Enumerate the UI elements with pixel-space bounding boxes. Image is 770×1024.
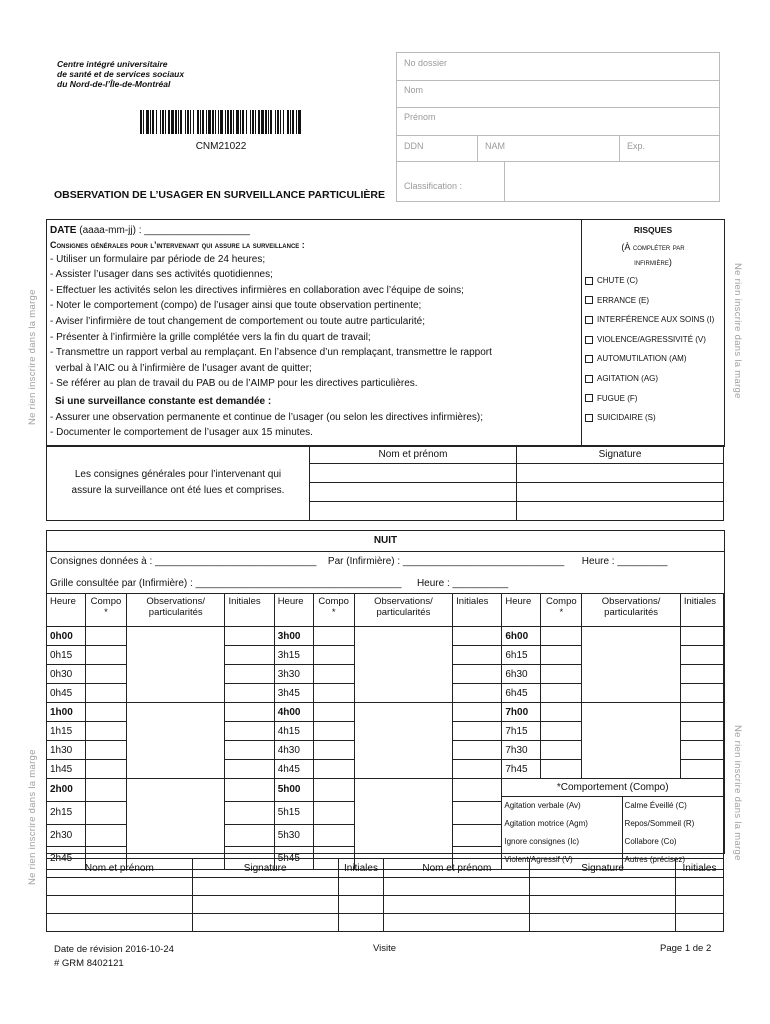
- sig-header-name: Nom et prénom: [47, 859, 193, 878]
- initiales-field[interactable]: [680, 703, 723, 722]
- risk-label: ERRANCE (E): [597, 295, 650, 305]
- risques-subtitle: (À compléter par infirmière): [621, 242, 685, 267]
- instructions-box: [46, 219, 725, 447]
- legend-item: Autres (précisez): [622, 851, 723, 869]
- initiales-field[interactable]: [453, 801, 502, 824]
- initiales-field[interactable]: [453, 646, 502, 665]
- heure-field[interactable]: Heure : _________: [581, 556, 668, 567]
- compo-field[interactable]: [85, 684, 126, 703]
- compo-field[interactable]: [313, 779, 354, 802]
- risk-label: VIOLENCE/AGRESSIVITÉ (V): [597, 334, 706, 344]
- barcode-bar: [233, 110, 234, 134]
- barcode-bar: [230, 110, 232, 134]
- legend-item: Ignore consignes (Ic): [504, 837, 580, 846]
- initiales-field[interactable]: [225, 665, 274, 684]
- initiales-field[interactable]: [225, 779, 274, 802]
- compo-field[interactable]: [313, 760, 354, 779]
- risk-label: FUGUE (F): [597, 393, 638, 403]
- compo-field[interactable]: [85, 801, 126, 824]
- barcode-bar: [150, 110, 151, 134]
- grid-header-compo: Compo *: [85, 594, 126, 627]
- grid-header-heure: Heure: [47, 594, 86, 627]
- compo-field[interactable]: [541, 684, 582, 703]
- classification-label: Classification :: [404, 181, 463, 191]
- barcode-bar: [277, 110, 279, 134]
- barcode-bar: [290, 110, 291, 134]
- barcode-bar: [143, 110, 144, 134]
- compo-field[interactable]: [85, 646, 126, 665]
- observations-field[interactable]: [354, 703, 452, 779]
- compo-field[interactable]: [313, 824, 354, 847]
- time-label: 0h00: [47, 627, 86, 646]
- observations-field[interactable]: [582, 627, 680, 703]
- time-label: 1h45: [47, 760, 86, 779]
- sig-name-field[interactable]: [47, 896, 193, 914]
- initiales-field[interactable]: [453, 741, 502, 760]
- org-name: [57, 59, 184, 89]
- checkbox-icon[interactable]: [585, 316, 593, 324]
- time-label: 7h15: [502, 722, 541, 741]
- checkbox-icon[interactable]: [585, 375, 593, 383]
- risk-item[interactable]: [585, 408, 721, 428]
- risk-label: SUICIDAIRE (S): [597, 413, 656, 423]
- sig-initiales-field[interactable]: [675, 896, 723, 914]
- sig-initiales-field[interactable]: [338, 878, 384, 896]
- time-label: 3h00: [274, 627, 313, 646]
- initiales-field[interactable]: [680, 760, 723, 779]
- barcode-image: [140, 110, 302, 134]
- compo-field[interactable]: [85, 722, 126, 741]
- constant-title: Si une surveillance constante est demandée :: [55, 395, 272, 407]
- heure-consultee-field[interactable]: Heure : __________: [416, 578, 509, 589]
- nam-label: NAM: [485, 141, 505, 151]
- attestation-signature-header: Signature: [517, 446, 724, 464]
- initiales-field[interactable]: [680, 684, 723, 703]
- barcode-bar: [165, 110, 166, 134]
- initiales-field[interactable]: [680, 646, 723, 665]
- barcode-bar: [218, 110, 219, 134]
- time-label: 0h15: [47, 646, 86, 665]
- barcode-bar: [160, 110, 161, 134]
- compo-field[interactable]: [313, 722, 354, 741]
- time-label: 3h15: [274, 646, 313, 665]
- time-label: 5h15: [274, 801, 313, 824]
- sig-header-name: Nom et prénom: [384, 859, 530, 878]
- barcode-bar: [246, 110, 247, 134]
- sig-signature-field[interactable]: [530, 878, 676, 896]
- night-observation-grid: [46, 593, 724, 870]
- barcode-bar: [156, 110, 157, 134]
- margin-note-left-bottom: Ne rien inscrire dans la marge: [27, 749, 38, 885]
- time-label: 2h30: [47, 824, 86, 847]
- instruction-item: - Se référer au plan de travail du PAB ou de l’AIMP pour les directives particulières.: [50, 378, 418, 390]
- initiales-field[interactable]: [225, 646, 274, 665]
- initiales-field[interactable]: [225, 760, 274, 779]
- initiales-field[interactable]: [453, 665, 502, 684]
- initiales-field[interactable]: [453, 824, 502, 847]
- initiales-field[interactable]: [680, 722, 723, 741]
- instruction-list: [50, 252, 578, 392]
- attestation-signature-field[interactable]: [517, 502, 724, 521]
- risques-panel: [585, 225, 721, 428]
- observations-field[interactable]: [354, 779, 452, 870]
- compo-field[interactable]: [313, 703, 354, 722]
- barcode-bar: [280, 110, 281, 134]
- barcode-bar: [185, 110, 186, 134]
- page-number: Page 1 de 2: [660, 943, 712, 954]
- compo-field[interactable]: [85, 703, 126, 722]
- grid-header-compo: Compo *: [313, 594, 354, 627]
- attestation-name-field[interactable]: [310, 464, 517, 483]
- barcode-bar: [180, 110, 182, 134]
- observations-field[interactable]: [126, 779, 224, 870]
- instruction-item: - Aviser l’infirmière de tout changement de comportement ou toute autre particularité;: [50, 315, 426, 327]
- compo-field[interactable]: [313, 801, 354, 824]
- barcode-bar: [268, 110, 269, 134]
- barcode-bar: [215, 110, 216, 134]
- revision-date: Date de révision 2016-10-24: [54, 944, 174, 955]
- time-label: 2h45: [47, 847, 86, 870]
- barcode-bar: [206, 110, 207, 134]
- grm-number: # GRM 8402121: [54, 958, 124, 969]
- sig-initiales-field[interactable]: [338, 914, 384, 932]
- date-field[interactable]: (aaaa-mm-jj) : ___________________: [79, 225, 250, 236]
- barcode-bar: [298, 110, 301, 134]
- time-label: 4h30: [274, 741, 313, 760]
- barcode-bar: [175, 110, 177, 134]
- initiales-field[interactable]: [225, 801, 274, 824]
- compo-field[interactable]: [313, 741, 354, 760]
- time-label: 3h45: [274, 684, 313, 703]
- time-label: 1h00: [47, 703, 86, 722]
- instruction-item: verbal à l’AIC ou à l’infirmière de l’usager avant de quitter;: [50, 362, 312, 374]
- sig-header-signature: Signature: [530, 859, 676, 878]
- signature-table: [46, 858, 724, 932]
- compo-field[interactable]: [541, 722, 582, 741]
- constant-item: - Documenter le comportement de l’usager aux 15 minutes.: [50, 427, 313, 439]
- barcode-bar: [252, 110, 254, 134]
- attestation-signature-field[interactable]: [517, 464, 724, 483]
- initiales-field[interactable]: [453, 722, 502, 741]
- barcode-bar: [187, 110, 189, 134]
- initiales-field[interactable]: [225, 741, 274, 760]
- legend-item: Collabore (Co): [622, 833, 723, 851]
- grid-header-heure: Heure: [502, 594, 541, 627]
- barcode-bar: [190, 110, 191, 134]
- barcode-bar: [178, 110, 179, 134]
- time-label: 4h15: [274, 722, 313, 741]
- time-label: 6h45: [502, 684, 541, 703]
- risk-label: INTERFÉRENCE AUX SOINS (I): [597, 315, 715, 325]
- checkbox-icon[interactable]: [585, 394, 593, 402]
- sig-name-field[interactable]: [384, 914, 530, 932]
- initiales-field[interactable]: [680, 741, 723, 760]
- time-label: 0h45: [47, 684, 86, 703]
- instruction-item: - Assister l’usager dans ses activités quotidiennes;: [50, 269, 273, 281]
- observations-field[interactable]: [354, 627, 452, 703]
- barcode-bar: [162, 110, 164, 134]
- barcode-bar: [236, 110, 239, 134]
- legend-item: Violent/Agressif (V): [504, 855, 573, 864]
- barcode-bar: [193, 110, 194, 134]
- barcode-bar: [225, 110, 226, 134]
- time-label: 7h45: [502, 760, 541, 779]
- risques-title: RISQUES: [633, 225, 673, 235]
- grid-header-initiales: Initiales: [453, 594, 502, 627]
- grid-header-heure: Heure: [274, 594, 313, 627]
- compo-legend: [502, 779, 724, 870]
- par-infirmiere-field[interactable]: Par (Infirmière) : _____________________________: [327, 556, 565, 567]
- observations-field[interactable]: [126, 627, 224, 703]
- initiales-field[interactable]: [225, 824, 274, 847]
- sig-name-field[interactable]: [384, 896, 530, 914]
- grid-header-compo: Compo *: [541, 594, 582, 627]
- consignes-title: Consignes générales pour l’intervenant qui assure la surveillance :: [50, 239, 305, 250]
- barcode-bar: [227, 110, 229, 134]
- barcode-bar: [270, 110, 272, 134]
- observations-field[interactable]: [582, 703, 680, 779]
- time-label: 3h30: [274, 665, 313, 684]
- barcode-bar: [287, 110, 289, 134]
- barcode-bar: [171, 110, 174, 134]
- legend-title: *Comportement (Compo): [502, 779, 723, 797]
- compo-field[interactable]: [541, 703, 582, 722]
- risk-label: AGITATION (AG): [597, 373, 659, 383]
- checkbox-icon[interactable]: [585, 336, 593, 344]
- compo-field[interactable]: [541, 665, 582, 684]
- time-label: 5h30: [274, 824, 313, 847]
- time-label: 7h00: [502, 703, 541, 722]
- night-title: NUIT: [47, 531, 724, 552]
- attestation-name-field[interactable]: [310, 502, 517, 521]
- constant-list: [50, 410, 578, 441]
- sig-name-field[interactable]: [47, 914, 193, 932]
- compo-field[interactable]: [541, 741, 582, 760]
- compo-field[interactable]: [313, 627, 354, 646]
- exp-label: Exp.: [627, 141, 646, 151]
- time-label: 6h15: [502, 646, 541, 665]
- time-label: 5h45: [274, 847, 313, 870]
- initiales-field[interactable]: [225, 722, 274, 741]
- instruction-item: - Noter le comportement (compo) de l’usager ainsi que toute observation pertinente;: [50, 300, 422, 312]
- nom-label: Nom: [404, 85, 424, 95]
- barcode-bar: [258, 110, 260, 134]
- instruction-item: - Présenter à l’infirmière la grille complétée vers la fin du quart de travail;: [50, 331, 371, 343]
- attestation-text: Les consignes générales pour l’intervenant qui assure la surveillance ont été lues et comprises.: [47, 446, 310, 521]
- barcode-bar: [261, 110, 264, 134]
- time-label: 6h30: [502, 665, 541, 684]
- initiales-field[interactable]: [453, 684, 502, 703]
- compo-field[interactable]: [313, 684, 354, 703]
- patient-id-box: [396, 52, 720, 202]
- risk-item[interactable]: [585, 291, 721, 311]
- barcode-bar: [140, 110, 142, 134]
- risk-item[interactable]: [585, 369, 721, 389]
- grid-header-observations: Observations/ particularités: [354, 594, 452, 627]
- barcode-bar: [146, 110, 149, 134]
- barcode-bar: [296, 110, 297, 134]
- initiales-field[interactable]: [453, 627, 502, 646]
- footer-left: [54, 943, 174, 971]
- compo-field[interactable]: [541, 627, 582, 646]
- barcode-text: CNM21022: [195, 141, 247, 152]
- sig-initiales-field[interactable]: [675, 914, 723, 932]
- date-label: DATE: [50, 225, 77, 236]
- initiales-field[interactable]: [453, 760, 502, 779]
- barcode-bar: [197, 110, 199, 134]
- checkbox-icon[interactable]: [585, 277, 593, 285]
- margin-note-left-top: Ne rien inscrire dans la marge: [27, 289, 38, 425]
- sig-signature-field[interactable]: [530, 914, 676, 932]
- initiales-field[interactable]: [453, 703, 502, 722]
- ddn-label: DDN: [404, 141, 424, 151]
- time-label: 5h00: [274, 779, 313, 802]
- instruction-item: - Utiliser un formulaire par période de 24 heures;: [50, 253, 266, 265]
- sig-header-initiales: Initiales: [338, 859, 384, 878]
- risk-item[interactable]: [585, 310, 721, 330]
- risk-label: CHUTE (C): [597, 276, 638, 285]
- sig-signature-field[interactable]: [192, 914, 338, 932]
- time-label: 2h15: [47, 801, 86, 824]
- time-label: 2h00: [47, 779, 86, 802]
- compo-field[interactable]: [85, 824, 126, 847]
- time-label: 1h30: [47, 741, 86, 760]
- barcode-bar: [168, 110, 170, 134]
- sig-signature-field[interactable]: [530, 896, 676, 914]
- initiales-field[interactable]: [225, 703, 274, 722]
- legend-item: Agitation verbale (Av): [504, 801, 581, 810]
- initiales-field[interactable]: [225, 627, 274, 646]
- instruction-item: - Effectuer les activités selon les directives infirmières en collaboration avec l’équipe de soins;: [50, 284, 464, 296]
- org-line-1: Centre intégré universitaire: [57, 59, 168, 69]
- observations-field[interactable]: [126, 703, 224, 779]
- initiales-field[interactable]: [680, 665, 723, 684]
- risk-item[interactable]: [585, 330, 721, 350]
- risk-item[interactable]: [585, 271, 721, 291]
- sig-signature-field[interactable]: [192, 896, 338, 914]
- org-line-2: de santé et de services sociaux: [57, 69, 185, 79]
- risk-item[interactable]: [585, 349, 721, 369]
- barcode-bar: [283, 110, 284, 134]
- margin-note-right-top: Ne rien inscrire dans la marge: [732, 263, 743, 399]
- risk-item[interactable]: [585, 389, 721, 409]
- attestation-table: [46, 445, 724, 521]
- sig-signature-field[interactable]: [192, 878, 338, 896]
- prenom-label: Prénom: [404, 112, 436, 122]
- risk-label: AUTOMUTILATION (AM): [597, 354, 687, 364]
- sig-name-field[interactable]: [47, 878, 193, 896]
- compo-field[interactable]: [541, 760, 582, 779]
- consignes-donnees-field[interactable]: Consignes données à : _____________________________: [50, 556, 317, 567]
- initiales-field[interactable]: [225, 684, 274, 703]
- barcode-bar: [255, 110, 256, 134]
- attestation-name-field[interactable]: [310, 483, 517, 502]
- legend-item: Agitation motrice (Agm): [504, 819, 588, 828]
- footer-visite: Visite: [373, 943, 397, 954]
- attestation-name-header: Nom et prénom: [310, 446, 517, 464]
- compo-field[interactable]: [313, 646, 354, 665]
- grid-header-observations: Observations/ particularités: [582, 594, 680, 627]
- legend-item: Repos/Sommeil (R): [622, 815, 723, 833]
- barcode-bar: [208, 110, 211, 134]
- barcode-bar: [220, 110, 223, 134]
- compo-field[interactable]: [85, 741, 126, 760]
- org-line-3: du Nord-de-l’Île-de-Montréal: [57, 79, 171, 89]
- no-dossier-label: No dossier: [404, 58, 448, 68]
- sig-header-initiales: Initiales: [675, 859, 723, 878]
- sig-initiales-field[interactable]: [338, 896, 384, 914]
- grille-consultee-field[interactable]: Grille consultée par (Infirmière) : _____________________________________: [50, 578, 402, 589]
- barcode-bar: [152, 110, 154, 134]
- instruction-item: - Transmettre un rapport verbal au remplaçant. En l’absence d’un remplaçant, transmettre le rapport: [50, 347, 492, 359]
- compo-field[interactable]: [541, 646, 582, 665]
- barcode-bar: [292, 110, 294, 134]
- sig-header-signature: Signature: [192, 859, 338, 878]
- barcode-bar: [250, 110, 251, 134]
- compo-field[interactable]: [85, 627, 126, 646]
- barcode-bar: [212, 110, 214, 134]
- sig-initiales-field[interactable]: [675, 878, 723, 896]
- time-label: 0h30: [47, 665, 86, 684]
- sig-name-field[interactable]: [384, 878, 530, 896]
- margin-note-right-bottom: Ne rien inscrire dans la marge: [732, 725, 743, 861]
- barcode-bar: [275, 110, 276, 134]
- checkbox-icon[interactable]: [585, 296, 593, 304]
- grid-header-initiales: Initiales: [225, 594, 274, 627]
- compo-field[interactable]: [85, 665, 126, 684]
- checkbox-icon[interactable]: [585, 355, 593, 363]
- time-label: 4h45: [274, 760, 313, 779]
- checkbox-icon[interactable]: [585, 414, 593, 422]
- legend-item: Calme Éveillé (C): [622, 797, 723, 815]
- time-label: 7h30: [502, 741, 541, 760]
- compo-field[interactable]: [85, 779, 126, 802]
- time-label: 4h00: [274, 703, 313, 722]
- barcode-bar: [242, 110, 244, 134]
- grid-header-initiales: Initiales: [680, 594, 723, 627]
- constant-item: - Assurer une observation permanente et continue de l’usager (ou selon les directives infirmières);: [50, 411, 483, 423]
- compo-field[interactable]: [85, 760, 126, 779]
- barcode-bar: [265, 110, 267, 134]
- compo-field[interactable]: [313, 665, 354, 684]
- initiales-field[interactable]: [453, 779, 502, 802]
- time-label: 6h00: [502, 627, 541, 646]
- barcode-bar: [202, 110, 204, 134]
- form-title: OBSERVATION DE L’USAGER EN SURVEILLANCE PARTICULIÈRE: [54, 189, 385, 201]
- initiales-field[interactable]: [680, 627, 723, 646]
- time-label: 1h15: [47, 722, 86, 741]
- barcode-bar: [240, 110, 241, 134]
- grid-header-observations: Observations/ particularités: [126, 594, 224, 627]
- barcode-bar: [200, 110, 201, 134]
- attestation-signature-field[interactable]: [517, 483, 724, 502]
